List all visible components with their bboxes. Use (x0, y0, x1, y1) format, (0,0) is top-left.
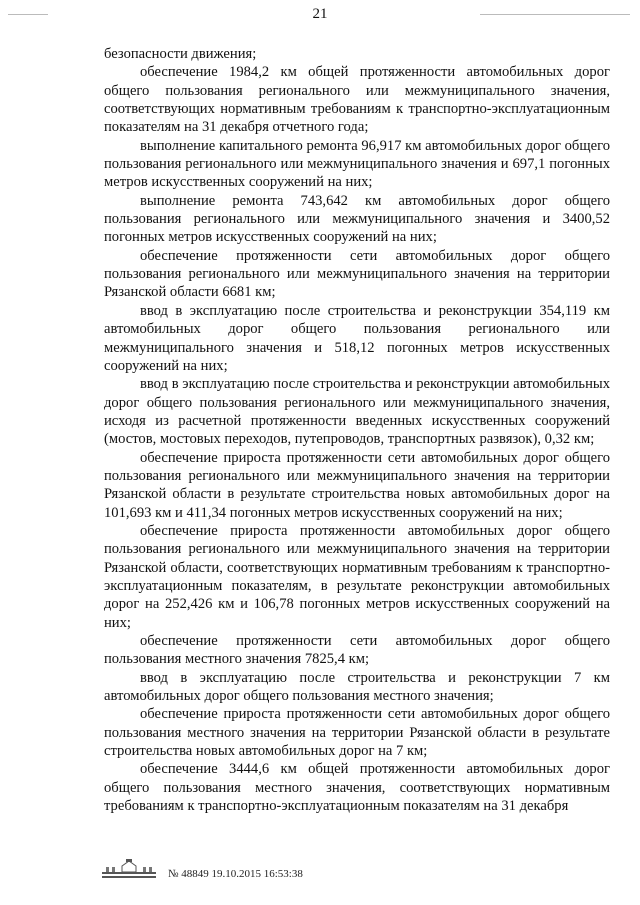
paragraph: обеспечение протяженности сети автомобильных дорог общего пользования местного значения 7825,4 км; (104, 633, 610, 668)
paragraph: безопасности движения; (104, 46, 257, 62)
paragraph: обеспечение прироста протяженности сети автомобильных дорог общего пользования регионального или межмуниципального значения на территории Рязанской области в результате строительства новых автомобильных дорог на 101,693 км и 411,34 погонных метров искусственных сооружений на них; (104, 449, 610, 521)
paragraph: обеспечение протяженности сети автомобильных дорог общего пользования регионального или межмуниципального значения на территории Рязанской области 6681 км; (104, 247, 610, 301)
paragraph: ввод в эксплуатацию после строительства и реконструкции автомобильных дорог общего пользования регионального или межмуниципального значения, исходя из расчетной протяженности введенных искусственных сооружений (мостов, мостовых переходов, путепроводов, транспортных развязок), 0,32 км; (104, 376, 610, 448)
paragraph: выполнение капитального ремонта 96,917 км автомобильных дорог общего пользования регионального или межмуниципального значения и 697,1 погонных метров искусственных сооружений на них; (104, 137, 610, 191)
scan-artifact (480, 14, 630, 15)
paragraph: ввод в эксплуатацию после строительства и реконструкции 7 км автомобильных дорог общего пользования местного значения; (104, 669, 610, 705)
paragraph: ввод в эксплуатацию после строительства и реконструкции 354,119 км автомобильных дорог общего пользования регионального или межмуниципального значения и 518,12 погонных метров искусственных сооружений на них; (104, 302, 610, 374)
document-body (104, 45, 610, 815)
document-footer (100, 858, 303, 880)
scan-artifact (8, 14, 48, 15)
paragraph: выполнение ремонта 743,642 км автомобильных дорог общего пользования регионального или межмуниципального значения и 3400,52 погонных метров искусственных сооружений на них; (104, 192, 610, 246)
paragraph: обеспечение прироста протяженности автомобильных дорог общего пользования регионального или межмуниципального значения на территории Рязанской области, соответствующих нормативным требованиям к транспортно-эксплуатационным показателям, в результате реконструкции автомобильных дорог на 252,426 км и 106,78 погонных метров искусственных сооружений на них; (104, 522, 610, 631)
page-number: 21 (312, 6, 328, 22)
government-building-icon (100, 858, 158, 880)
paragraph: обеспечение 3444,6 км общей протяженности автомобильных дорог общего пользования местного значения, соответствующих нормативным требованиям к транспортно-эксплуатационным показателям на 31 декабря (104, 761, 610, 815)
paragraph: обеспечение прироста протяженности сети автомобильных дорог общего пользования местного значения на территории Рязанской области в результате строительства новых автомобильных дорог на 7 км; (104, 706, 610, 760)
document-id: № 48849 19.10.2015 16:53:38 (168, 868, 303, 880)
paragraph: обеспечение 1984,2 км общей протяженности автомобильных дорог общего пользования регионального или межмуниципального значения, соответствующих нормативным требованиям к транспортно-эксплуатационным показателям на 31 декабря отчетного года; (104, 64, 610, 136)
